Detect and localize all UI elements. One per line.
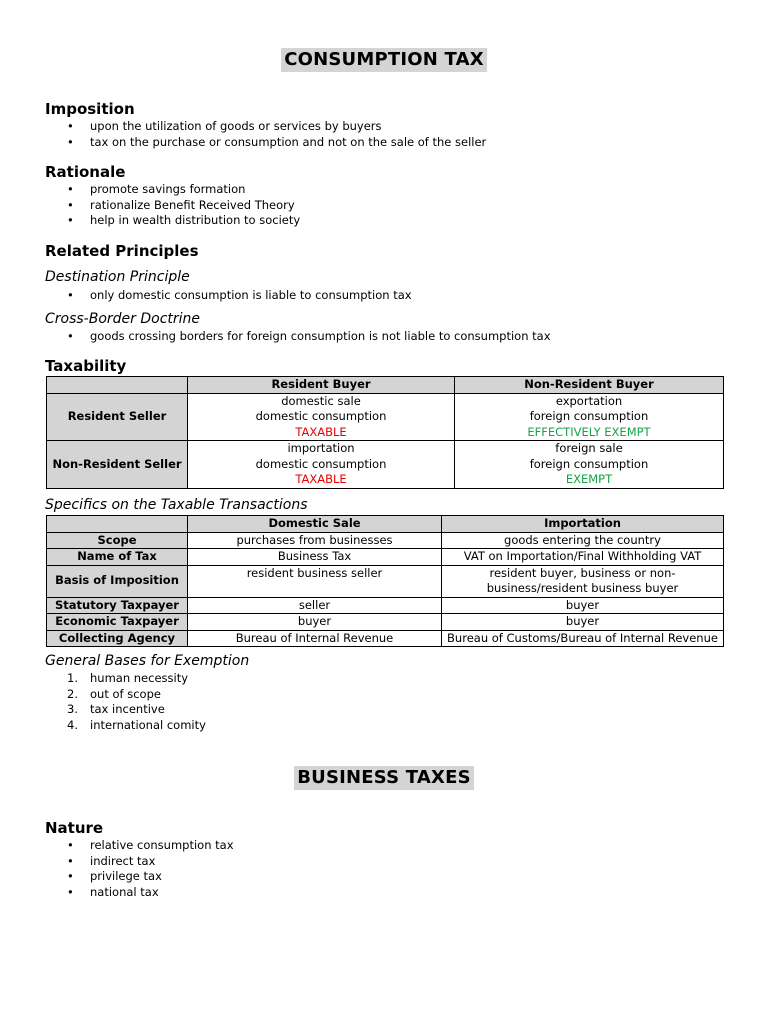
list-item xyxy=(45,198,300,214)
table-cell: goods entering the country xyxy=(442,532,724,549)
list-item-text: international comity xyxy=(90,717,206,732)
exempt-status: EFFECTIVELY EXEMPT xyxy=(527,424,651,439)
row-header: Non-Resident Seller xyxy=(47,441,188,489)
list-item xyxy=(45,119,486,135)
table-header: Non-Resident Buyer xyxy=(455,377,724,394)
cell-line: domestic consumption xyxy=(255,409,387,423)
list-item-text: national tax xyxy=(90,884,159,899)
imposition-list xyxy=(45,119,486,150)
list-item xyxy=(45,213,300,229)
table-cell: seller xyxy=(188,597,442,614)
list-item xyxy=(45,687,206,703)
table-header-row xyxy=(47,377,724,394)
table-cell: buyer xyxy=(188,614,442,631)
list-item-text: goods crossing borders for foreign consumption is not liable to consumption tax xyxy=(90,329,551,343)
taxability-heading: Taxability xyxy=(45,357,127,375)
row-header: Collecting Agency xyxy=(47,630,188,647)
list-item xyxy=(45,182,300,198)
table-cell: Bureau of Internal Revenue xyxy=(188,630,442,647)
row-header: Statutory Taxpayer xyxy=(47,597,188,614)
table-cell xyxy=(455,441,724,489)
list-item-text: upon the utilization of goods or services by buyers xyxy=(90,119,382,133)
specifics-heading: Specifics on the Taxable Transactions xyxy=(45,497,308,513)
list-item xyxy=(45,838,234,854)
table-cell: Business Tax xyxy=(188,549,442,566)
list-item-text: privilege tax xyxy=(90,869,162,883)
table-header xyxy=(47,377,188,394)
cell-line: resident buyer, business or non- xyxy=(489,565,676,580)
cell-line: exportation xyxy=(555,393,623,408)
table-cell xyxy=(455,393,724,441)
table-cell: Bureau of Customs/Bureau of Internal Revenue xyxy=(442,630,724,647)
title-wrap xyxy=(0,48,768,72)
rationale-heading: Rationale xyxy=(45,163,126,181)
bullet: • xyxy=(67,134,74,149)
rationale-list xyxy=(45,182,300,229)
specifics-table xyxy=(46,515,724,647)
list-item-text: rationalize Benefit Received Theory xyxy=(90,197,295,212)
table-row xyxy=(47,565,724,597)
table-row xyxy=(47,532,724,549)
table-cell xyxy=(188,441,455,489)
row-header: Basis of Imposition xyxy=(47,565,188,597)
list-item-text: tax incentive xyxy=(90,702,165,716)
table-cell: resident business seller xyxy=(188,565,442,597)
cross-border-doctrine-list xyxy=(45,329,551,345)
table-row xyxy=(47,549,724,566)
nature-list xyxy=(45,838,234,900)
taxable-status: TAXABLE xyxy=(295,424,347,439)
table-cell xyxy=(188,393,455,441)
general-bases-heading: General Bases for Exemption xyxy=(45,653,250,669)
table-row xyxy=(47,441,724,489)
bullet: • xyxy=(67,182,74,196)
table-row xyxy=(47,597,724,614)
row-header: Scope xyxy=(47,532,188,549)
bullet: • xyxy=(67,119,74,133)
table-row xyxy=(47,630,724,647)
page-title: CONSUMPTION TAX xyxy=(281,48,487,72)
cell-line: domestic sale xyxy=(281,393,361,408)
list-number: 1. xyxy=(67,671,78,685)
cell-line: foreign sale xyxy=(555,441,623,455)
destination-principle-heading: Destination Principle xyxy=(45,269,190,285)
table-header xyxy=(47,516,188,533)
list-item-text: out of scope xyxy=(90,686,161,701)
list-item-text: tax on the purchase or consumption and not on the sale of the seller xyxy=(90,134,487,149)
nature-heading: Nature xyxy=(45,819,104,837)
list-item-text: promote savings formation xyxy=(90,182,246,196)
imposition-heading: Imposition xyxy=(45,100,135,118)
bullet: • xyxy=(67,869,74,883)
cross-border-doctrine-heading: Cross-Border Doctrine xyxy=(45,311,201,327)
list-item xyxy=(45,288,412,304)
general-bases-list xyxy=(45,671,206,733)
bullet: • xyxy=(67,288,74,302)
list-item xyxy=(45,329,551,345)
table-header: Importation xyxy=(442,516,724,533)
cell-line: foreign consumption xyxy=(529,409,649,423)
cell-line: importation xyxy=(287,441,355,455)
bullet: • xyxy=(67,884,74,899)
list-item-text: help in wealth distribution to society xyxy=(90,213,301,227)
list-item-text: only domestic consumption is liable to consumption tax xyxy=(90,288,412,302)
list-item xyxy=(45,885,234,901)
table-row xyxy=(47,614,724,631)
table-header: Resident Buyer xyxy=(188,377,455,394)
list-item xyxy=(45,869,234,885)
title-wrap xyxy=(0,766,768,790)
taxable-status: TAXABLE xyxy=(295,472,347,486)
bullet: • xyxy=(67,853,74,868)
row-header: Name of Tax xyxy=(47,549,188,566)
list-item xyxy=(45,854,234,870)
table-header-row xyxy=(47,516,724,533)
bullet: • xyxy=(67,213,74,227)
destination-principle-list xyxy=(45,288,412,304)
table-row xyxy=(47,393,724,441)
list-item xyxy=(45,671,206,687)
list-item xyxy=(45,135,486,151)
table-cell xyxy=(442,565,724,597)
bullet: • xyxy=(67,838,74,852)
table-cell: buyer xyxy=(442,614,724,631)
table-header: Domestic Sale xyxy=(188,516,442,533)
related-principles-heading: Related Principles xyxy=(45,242,199,260)
table-cell: purchases from businesses xyxy=(188,532,442,549)
cell-line: foreign consumption xyxy=(529,456,649,471)
list-item-text: indirect tax xyxy=(90,853,156,868)
row-header: Economic Taxpayer xyxy=(47,614,188,631)
bullet: • xyxy=(67,197,74,212)
section-title: BUSINESS TAXES xyxy=(294,766,474,790)
taxability-table xyxy=(46,376,724,489)
table-cell: buyer xyxy=(442,597,724,614)
list-item-text: relative consumption tax xyxy=(90,838,234,852)
cell-line: domestic consumption xyxy=(255,456,387,471)
table-cell: VAT on Importation/Final Withholding VAT xyxy=(442,549,724,566)
bullet: • xyxy=(67,329,74,343)
list-item-text: human necessity xyxy=(90,671,189,685)
list-number: 4. xyxy=(67,717,78,732)
exempt-status: EXEMPT xyxy=(565,472,613,486)
list-item xyxy=(45,702,206,718)
row-header: Resident Seller xyxy=(47,393,188,441)
cell-line: business/resident business buyer xyxy=(486,581,679,595)
list-item xyxy=(45,718,206,734)
list-number: 3. xyxy=(67,702,78,716)
list-number: 2. xyxy=(67,686,78,701)
